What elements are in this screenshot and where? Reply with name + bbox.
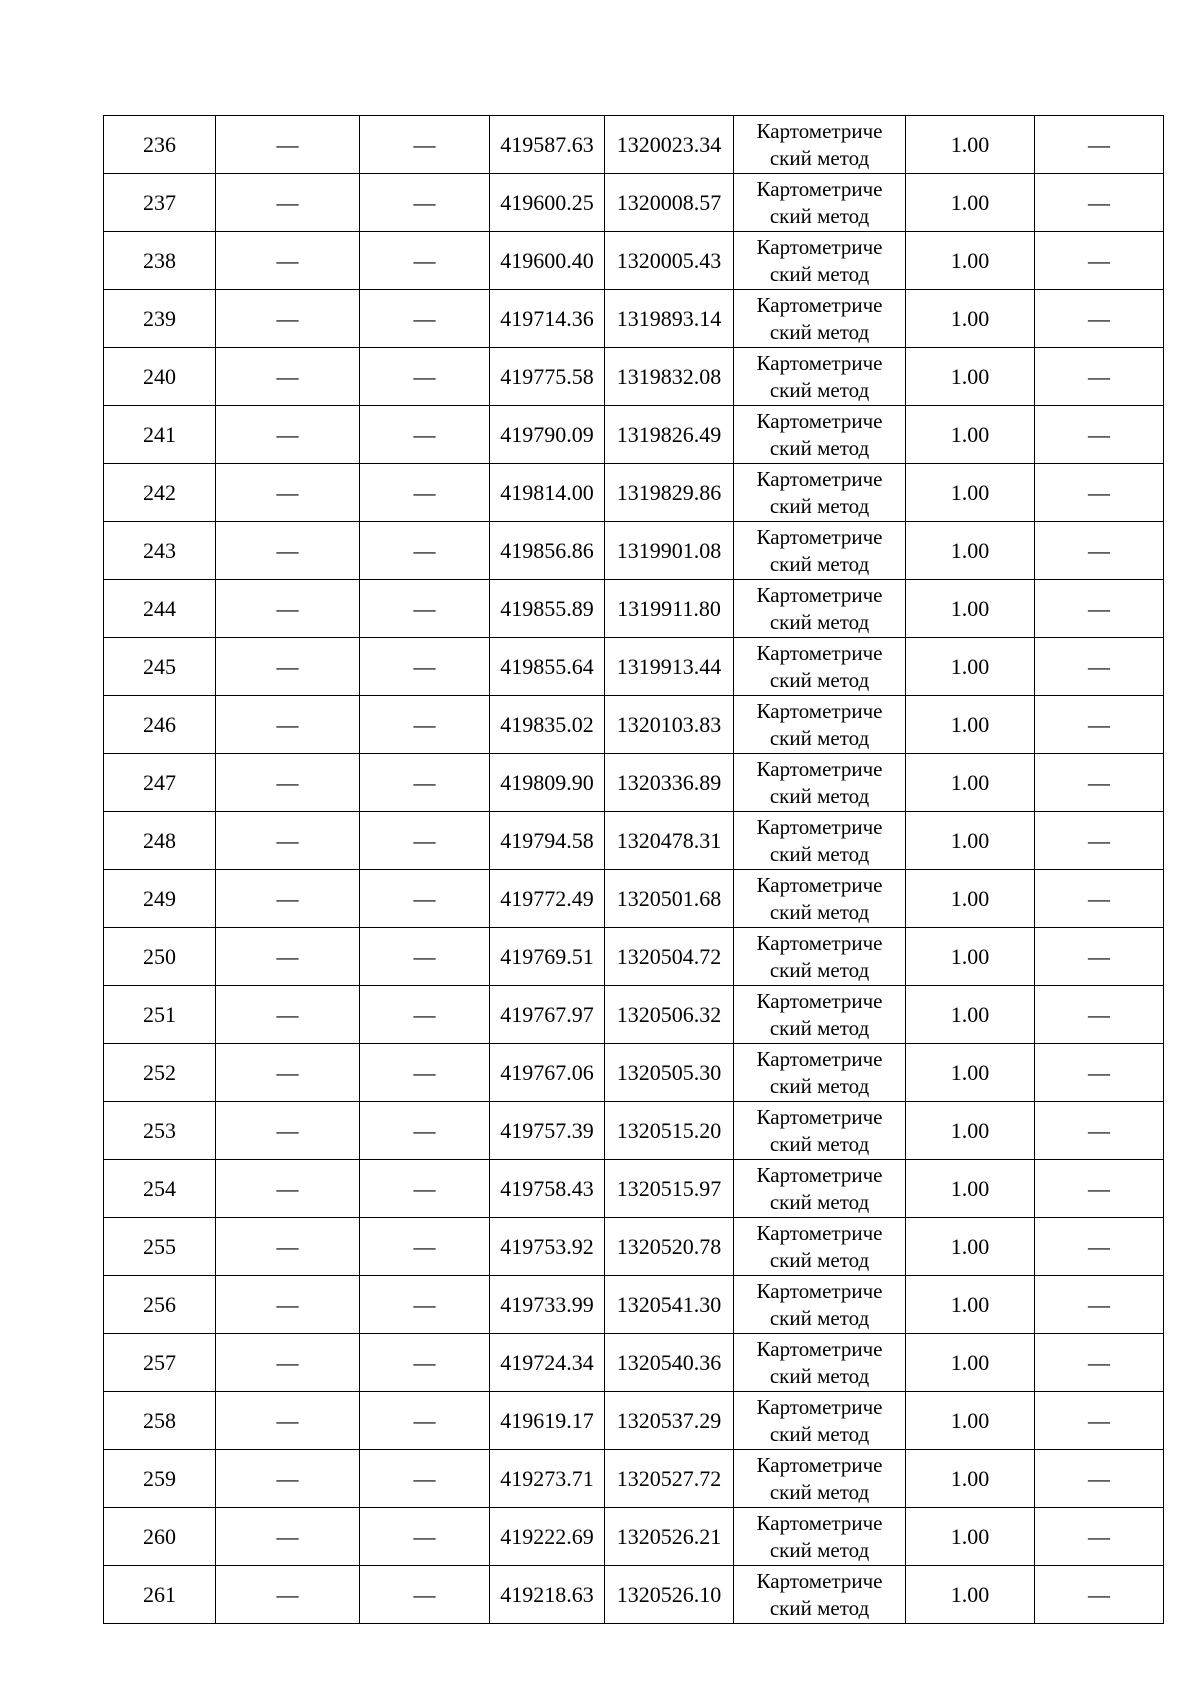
y-coordinate-cell: 1320478.31 — [605, 812, 734, 870]
dash-cell: — — [1035, 348, 1164, 406]
method-text-line: Картометриче — [756, 119, 883, 143]
x-coordinate-cell: 419767.06 — [490, 1044, 605, 1102]
method-text-line: ский метод — [769, 320, 870, 344]
method-text-line: Картометриче — [756, 931, 883, 955]
dash-cell: — — [216, 580, 360, 638]
dash-cell: — — [216, 290, 360, 348]
dash-cell: — — [1035, 1102, 1164, 1160]
dash-cell: — — [216, 174, 360, 232]
y-coordinate-cell: 1320008.57 — [605, 174, 734, 232]
method-text-line: ский метод — [769, 842, 870, 866]
table-row — [104, 1160, 1164, 1218]
x-coordinate-cell: 419769.51 — [490, 928, 605, 986]
dash-cell: — — [1035, 812, 1164, 870]
method-text-line: Картометриче — [756, 583, 883, 607]
method-text-line: ский метод — [769, 146, 870, 170]
dash-cell: — — [216, 232, 360, 290]
point-number-cell: 250 — [104, 928, 216, 986]
table-row — [104, 1566, 1164, 1624]
method-cell — [734, 1044, 906, 1102]
method-cell — [734, 580, 906, 638]
dash-cell: — — [360, 116, 490, 174]
accuracy-cell: 1.00 — [906, 174, 1035, 232]
table-row — [104, 406, 1164, 464]
method-cell — [734, 1566, 906, 1624]
table-row — [104, 1334, 1164, 1392]
method-cell — [734, 638, 906, 696]
dash-cell: — — [216, 1044, 360, 1102]
y-coordinate-cell: 1320537.29 — [605, 1392, 734, 1450]
dash-cell: — — [360, 1334, 490, 1392]
dash-cell: — — [360, 1508, 490, 1566]
dash-cell: — — [360, 1566, 490, 1624]
point-number-cell: 260 — [104, 1508, 216, 1566]
method-text-line: ский метод — [769, 204, 870, 228]
dash-cell: — — [360, 928, 490, 986]
dash-cell: — — [360, 870, 490, 928]
dash-cell: — — [216, 1276, 360, 1334]
dash-cell: — — [216, 1508, 360, 1566]
dash-cell: — — [360, 290, 490, 348]
dash-cell: — — [360, 232, 490, 290]
dash-cell: — — [1035, 1218, 1164, 1276]
accuracy-cell: 1.00 — [906, 1334, 1035, 1392]
dash-cell: — — [360, 1160, 490, 1218]
x-coordinate-cell: 419767.97 — [490, 986, 605, 1044]
method-cell — [734, 1276, 906, 1334]
dash-cell: — — [216, 986, 360, 1044]
method-text-line: ский метод — [769, 1132, 870, 1156]
method-text-line: Картометриче — [756, 1221, 883, 1245]
x-coordinate-cell: 419600.40 — [490, 232, 605, 290]
method-text-line: Картометриче — [756, 409, 883, 433]
method-text-line: ский метод — [769, 784, 870, 808]
accuracy-cell: 1.00 — [906, 1102, 1035, 1160]
y-coordinate-cell: 1320515.20 — [605, 1102, 734, 1160]
dash-cell: — — [360, 1450, 490, 1508]
dash-cell: — — [1035, 1334, 1164, 1392]
coordinates-table — [103, 115, 1164, 1624]
x-coordinate-cell: 419809.90 — [490, 754, 605, 812]
table-row — [104, 232, 1164, 290]
accuracy-cell: 1.00 — [906, 580, 1035, 638]
method-cell — [734, 1508, 906, 1566]
method-text-line: ский метод — [769, 1306, 870, 1330]
method-cell — [734, 1218, 906, 1276]
method-text-line: ский метод — [769, 668, 870, 692]
point-number-cell: 252 — [104, 1044, 216, 1102]
dash-cell: — — [360, 638, 490, 696]
dash-cell: — — [216, 1160, 360, 1218]
accuracy-cell: 1.00 — [906, 406, 1035, 464]
y-coordinate-cell: 1319901.08 — [605, 522, 734, 580]
dash-cell: — — [216, 1334, 360, 1392]
point-number-cell: 238 — [104, 232, 216, 290]
method-text-line: Картометриче — [756, 1105, 883, 1129]
point-number-cell: 240 — [104, 348, 216, 406]
method-text-line: ский метод — [769, 610, 870, 634]
dash-cell: — — [1035, 638, 1164, 696]
point-number-cell: 254 — [104, 1160, 216, 1218]
method-text-line: Картометриче — [756, 989, 883, 1013]
table-row — [104, 696, 1164, 754]
point-number-cell: 257 — [104, 1334, 216, 1392]
method-text-line: Картометриче — [756, 235, 883, 259]
dash-cell: — — [216, 1392, 360, 1450]
table-row — [104, 870, 1164, 928]
method-cell — [734, 116, 906, 174]
method-text-line: ский метод — [769, 1074, 870, 1098]
y-coordinate-cell: 1319829.86 — [605, 464, 734, 522]
y-coordinate-cell: 1320540.36 — [605, 1334, 734, 1392]
accuracy-cell: 1.00 — [906, 928, 1035, 986]
method-text-line: ский метод — [769, 900, 870, 924]
point-number-cell: 261 — [104, 1566, 216, 1624]
dash-cell: — — [360, 986, 490, 1044]
dash-cell: — — [1035, 928, 1164, 986]
dash-cell: — — [360, 754, 490, 812]
x-coordinate-cell: 419273.71 — [490, 1450, 605, 1508]
accuracy-cell: 1.00 — [906, 696, 1035, 754]
dash-cell: — — [216, 928, 360, 986]
dash-cell: — — [1035, 232, 1164, 290]
table-row — [104, 174, 1164, 232]
y-coordinate-cell: 1320501.68 — [605, 870, 734, 928]
dash-cell: — — [360, 1044, 490, 1102]
dash-cell: — — [216, 1450, 360, 1508]
method-text-line: ский метод — [769, 1538, 870, 1562]
method-cell — [734, 696, 906, 754]
dash-cell: — — [1035, 1450, 1164, 1508]
x-coordinate-cell: 419790.09 — [490, 406, 605, 464]
dash-cell: — — [216, 812, 360, 870]
y-coordinate-cell: 1320103.83 — [605, 696, 734, 754]
method-text-line: Картометриче — [756, 757, 883, 781]
method-cell — [734, 986, 906, 1044]
x-coordinate-cell: 419855.89 — [490, 580, 605, 638]
dash-cell: — — [216, 870, 360, 928]
method-text-line: Картометриче — [756, 467, 883, 491]
dash-cell: — — [1035, 754, 1164, 812]
y-coordinate-cell: 1320506.32 — [605, 986, 734, 1044]
method-text-line: ский метод — [769, 1422, 870, 1446]
point-number-cell: 259 — [104, 1450, 216, 1508]
dash-cell: — — [1035, 1566, 1164, 1624]
accuracy-cell: 1.00 — [906, 1508, 1035, 1566]
method-text-line: ский метод — [769, 1596, 870, 1620]
dash-cell: — — [1035, 406, 1164, 464]
accuracy-cell: 1.00 — [906, 522, 1035, 580]
x-coordinate-cell: 419835.02 — [490, 696, 605, 754]
x-coordinate-cell: 419714.36 — [490, 290, 605, 348]
method-text-line: ский метод — [769, 958, 870, 982]
dash-cell: — — [360, 1276, 490, 1334]
dash-cell: — — [1035, 696, 1164, 754]
dash-cell: — — [1035, 174, 1164, 232]
accuracy-cell: 1.00 — [906, 754, 1035, 812]
accuracy-cell: 1.00 — [906, 116, 1035, 174]
dash-cell: — — [216, 638, 360, 696]
method-cell — [734, 290, 906, 348]
dash-cell: — — [1035, 1160, 1164, 1218]
dash-cell: — — [1035, 1044, 1164, 1102]
method-text-line: Картометриче — [756, 641, 883, 665]
dash-cell: — — [360, 464, 490, 522]
point-number-cell: 258 — [104, 1392, 216, 1450]
method-text-line: Картометриче — [756, 1279, 883, 1303]
method-text-line: ский метод — [769, 494, 870, 518]
dash-cell: — — [1035, 522, 1164, 580]
method-text-line: ский метод — [769, 436, 870, 460]
dash-cell: — — [360, 1218, 490, 1276]
y-coordinate-cell: 1320526.10 — [605, 1566, 734, 1624]
table-row — [104, 1392, 1164, 1450]
accuracy-cell: 1.00 — [906, 1044, 1035, 1102]
y-coordinate-cell: 1320005.43 — [605, 232, 734, 290]
accuracy-cell: 1.00 — [906, 638, 1035, 696]
y-coordinate-cell: 1319913.44 — [605, 638, 734, 696]
point-number-cell: 256 — [104, 1276, 216, 1334]
table-row — [104, 116, 1164, 174]
method-text-line: Картометриче — [756, 1337, 883, 1361]
table-row — [104, 1276, 1164, 1334]
y-coordinate-cell: 1320541.30 — [605, 1276, 734, 1334]
method-cell — [734, 1450, 906, 1508]
point-number-cell: 249 — [104, 870, 216, 928]
point-number-cell: 253 — [104, 1102, 216, 1160]
method-text-line: Картометриче — [756, 525, 883, 549]
method-text-line: Картометриче — [756, 1511, 883, 1535]
y-coordinate-cell: 1319911.80 — [605, 580, 734, 638]
point-number-cell: 247 — [104, 754, 216, 812]
x-coordinate-cell: 419775.58 — [490, 348, 605, 406]
dash-cell: — — [1035, 986, 1164, 1044]
method-cell — [734, 232, 906, 290]
table-row — [104, 928, 1164, 986]
table-row — [104, 1044, 1164, 1102]
method-text-line: Картометриче — [756, 351, 883, 375]
point-number-cell: 236 — [104, 116, 216, 174]
method-cell — [734, 1392, 906, 1450]
method-cell — [734, 174, 906, 232]
method-text-line: ский метод — [769, 1016, 870, 1040]
dash-cell: — — [216, 1566, 360, 1624]
table-row — [104, 1218, 1164, 1276]
table-row — [104, 1508, 1164, 1566]
point-number-cell: 251 — [104, 986, 216, 1044]
x-coordinate-cell: 419794.58 — [490, 812, 605, 870]
y-coordinate-cell: 1320515.97 — [605, 1160, 734, 1218]
table-row — [104, 812, 1164, 870]
method-text-line: ский метод — [769, 1190, 870, 1214]
method-text-line: Картометриче — [756, 1395, 883, 1419]
accuracy-cell: 1.00 — [906, 1218, 1035, 1276]
point-number-cell: 246 — [104, 696, 216, 754]
method-text-line: Картометриче — [756, 1163, 883, 1187]
point-number-cell: 245 — [104, 638, 216, 696]
accuracy-cell: 1.00 — [906, 812, 1035, 870]
dash-cell: — — [216, 348, 360, 406]
y-coordinate-cell: 1320504.72 — [605, 928, 734, 986]
table-row — [104, 580, 1164, 638]
y-coordinate-cell: 1320527.72 — [605, 1450, 734, 1508]
method-text-line: Картометриче — [756, 815, 883, 839]
point-number-cell: 244 — [104, 580, 216, 638]
x-coordinate-cell: 419856.86 — [490, 522, 605, 580]
accuracy-cell: 1.00 — [906, 1566, 1035, 1624]
dash-cell: — — [360, 1392, 490, 1450]
table-row — [104, 754, 1164, 812]
dash-cell: — — [1035, 1508, 1164, 1566]
method-text-line: ский метод — [769, 1364, 870, 1388]
y-coordinate-cell: 1320336.89 — [605, 754, 734, 812]
accuracy-cell: 1.00 — [906, 870, 1035, 928]
point-number-cell: 242 — [104, 464, 216, 522]
x-coordinate-cell: 419814.00 — [490, 464, 605, 522]
point-number-cell: 241 — [104, 406, 216, 464]
x-coordinate-cell: 419222.69 — [490, 1508, 605, 1566]
dash-cell: — — [1035, 1276, 1164, 1334]
point-number-cell: 243 — [104, 522, 216, 580]
method-text-line: ский метод — [769, 378, 870, 402]
accuracy-cell: 1.00 — [906, 464, 1035, 522]
dash-cell: — — [360, 580, 490, 638]
method-text-line: Картометриче — [756, 293, 883, 317]
table-row — [104, 290, 1164, 348]
method-cell — [734, 464, 906, 522]
y-coordinate-cell: 1319832.08 — [605, 348, 734, 406]
dash-cell: — — [216, 116, 360, 174]
accuracy-cell: 1.00 — [906, 290, 1035, 348]
method-text-line: ский метод — [769, 726, 870, 750]
table-row — [104, 1102, 1164, 1160]
y-coordinate-cell: 1320023.34 — [605, 116, 734, 174]
method-text-line: ский метод — [769, 552, 870, 576]
table-row — [104, 522, 1164, 580]
y-coordinate-cell: 1319893.14 — [605, 290, 734, 348]
x-coordinate-cell: 419757.39 — [490, 1102, 605, 1160]
point-number-cell: 237 — [104, 174, 216, 232]
dash-cell: — — [360, 174, 490, 232]
method-text-line: Картометриче — [756, 177, 883, 201]
x-coordinate-cell: 419600.25 — [490, 174, 605, 232]
method-text-line: Картометриче — [756, 873, 883, 897]
method-cell — [734, 812, 906, 870]
dash-cell: — — [216, 754, 360, 812]
method-cell — [734, 406, 906, 464]
dash-cell: — — [216, 1102, 360, 1160]
method-text-line: Картометриче — [756, 1453, 883, 1477]
method-text-line: Картометриче — [756, 1569, 883, 1593]
point-number-cell: 255 — [104, 1218, 216, 1276]
method-text-line: Картометриче — [756, 1047, 883, 1071]
method-cell — [734, 928, 906, 986]
y-coordinate-cell: 1320526.21 — [605, 1508, 734, 1566]
method-cell — [734, 1160, 906, 1218]
method-text-line: ский метод — [769, 1480, 870, 1504]
y-coordinate-cell: 1320505.30 — [605, 1044, 734, 1102]
method-cell — [734, 348, 906, 406]
method-cell — [734, 1334, 906, 1392]
accuracy-cell: 1.00 — [906, 1276, 1035, 1334]
dash-cell: — — [1035, 290, 1164, 348]
dash-cell: — — [1035, 580, 1164, 638]
method-cell — [734, 522, 906, 580]
dash-cell: — — [1035, 464, 1164, 522]
method-text-line: ский метод — [769, 262, 870, 286]
method-cell — [734, 1102, 906, 1160]
accuracy-cell: 1.00 — [906, 232, 1035, 290]
dash-cell: — — [360, 522, 490, 580]
dash-cell: — — [1035, 1392, 1164, 1450]
table-row — [104, 464, 1164, 522]
method-text-line: ский метод — [769, 1248, 870, 1272]
x-coordinate-cell: 419587.63 — [490, 116, 605, 174]
dash-cell: — — [1035, 116, 1164, 174]
dash-cell: — — [1035, 870, 1164, 928]
method-cell — [734, 870, 906, 928]
method-text-line: Картометриче — [756, 699, 883, 723]
y-coordinate-cell: 1320520.78 — [605, 1218, 734, 1276]
table-row — [104, 638, 1164, 696]
point-number-cell: 248 — [104, 812, 216, 870]
table-row — [104, 1450, 1164, 1508]
dash-cell: — — [216, 464, 360, 522]
y-coordinate-cell: 1319826.49 — [605, 406, 734, 464]
dash-cell: — — [216, 696, 360, 754]
dash-cell: — — [360, 696, 490, 754]
accuracy-cell: 1.00 — [906, 1450, 1035, 1508]
accuracy-cell: 1.00 — [906, 348, 1035, 406]
x-coordinate-cell: 419753.92 — [490, 1218, 605, 1276]
x-coordinate-cell: 419855.64 — [490, 638, 605, 696]
dash-cell: — — [360, 812, 490, 870]
table-row — [104, 348, 1164, 406]
coordinates-table-body — [104, 116, 1164, 1624]
table-row — [104, 986, 1164, 1044]
method-cell — [734, 754, 906, 812]
x-coordinate-cell: 419772.49 — [490, 870, 605, 928]
dash-cell: — — [216, 406, 360, 464]
accuracy-cell: 1.00 — [906, 986, 1035, 1044]
dash-cell: — — [360, 406, 490, 464]
accuracy-cell: 1.00 — [906, 1392, 1035, 1450]
x-coordinate-cell: 419218.63 — [490, 1566, 605, 1624]
x-coordinate-cell: 419733.99 — [490, 1276, 605, 1334]
dash-cell: — — [216, 522, 360, 580]
dash-cell: — — [360, 1102, 490, 1160]
dash-cell: — — [360, 348, 490, 406]
point-number-cell: 239 — [104, 290, 216, 348]
x-coordinate-cell: 419724.34 — [490, 1334, 605, 1392]
x-coordinate-cell: 419758.43 — [490, 1160, 605, 1218]
dash-cell: — — [216, 1218, 360, 1276]
x-coordinate-cell: 419619.17 — [490, 1392, 605, 1450]
accuracy-cell: 1.00 — [906, 1160, 1035, 1218]
